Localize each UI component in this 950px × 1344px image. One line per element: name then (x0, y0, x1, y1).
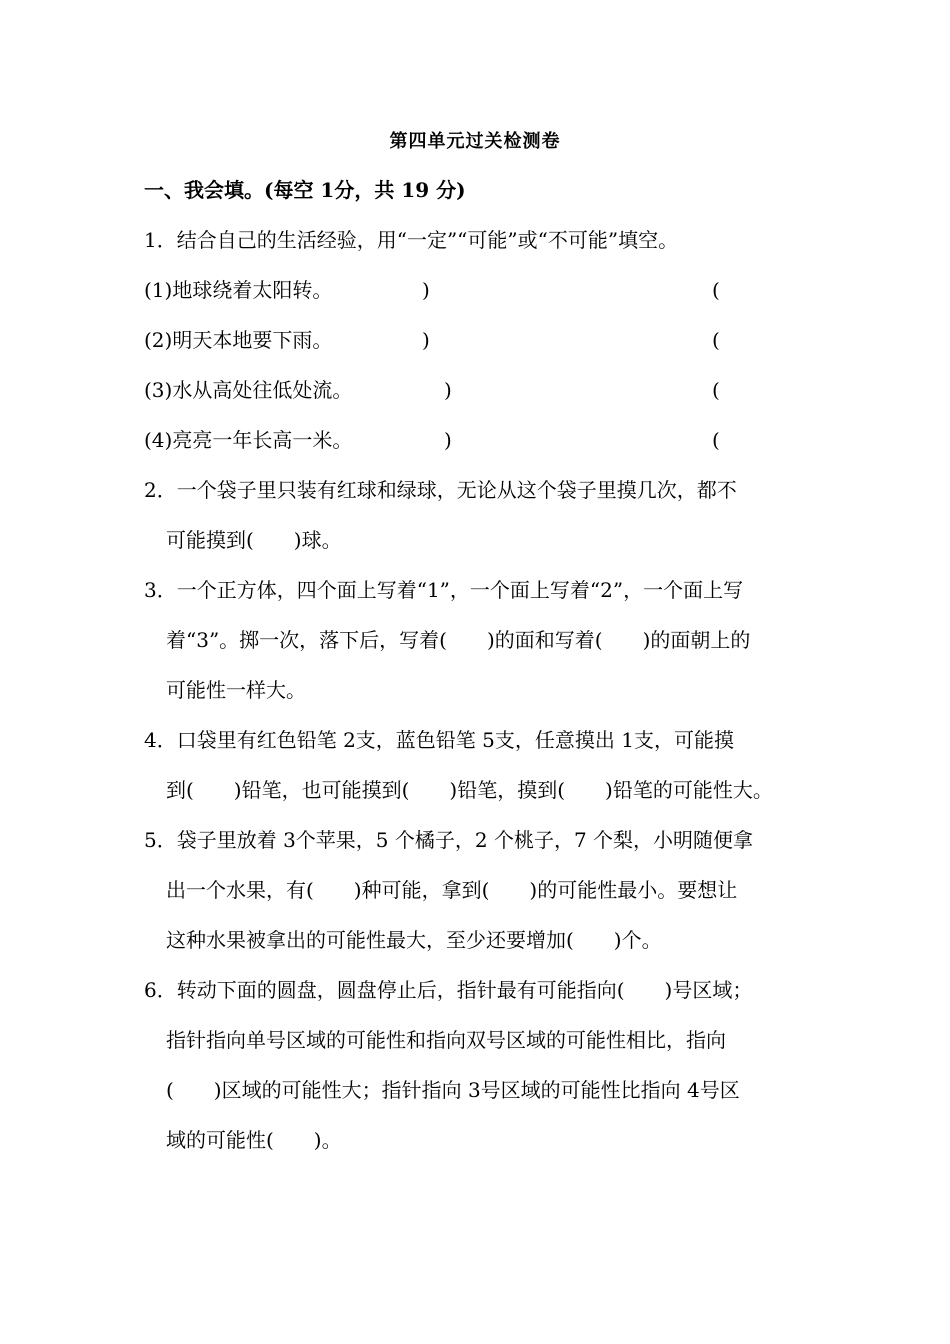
question-1-item-2: (2)明天本地要下雨。 (144, 328, 333, 352)
question-3-line-1: 3．一个正方体，四个面上写着“1”，一个面上写着“2”，一个面上写 (144, 578, 744, 602)
question-2-line-1: 2．一个袋子里只装有红球和绿球，无论从这个袋子里摸几次，都不 (144, 478, 737, 502)
question-3-line-2: 着“3”。掷一次，落下后，写着( )的面和写着( )的面朝上的 (166, 628, 751, 652)
question-6-line-4: 域的可能性( )。 (166, 1128, 342, 1152)
question-4-line-2: 到( )铅笔，也可能摸到( )铅笔，摸到( )铅笔的可能性大。 (166, 778, 773, 802)
question-1-item-2-open: ( (712, 328, 720, 352)
question-1-item-1-open: ( (712, 278, 720, 302)
question-1-item-3: (3)水从高处往低处流。 (144, 378, 353, 402)
question-1-item-1-close: ) (422, 278, 430, 302)
question-6-line-3: ( )区域的可能性大；指针指向 3号区域的可能性比指向 4号区 (166, 1078, 740, 1102)
question-6-line-1: 6．转动下面的圆盘，圆盘停止后，指针最有可能指向( )号区域； (144, 978, 753, 1002)
question-1-item-3-open: ( (712, 378, 720, 402)
question-1-item-4-close: ) (444, 428, 452, 452)
question-1-item-1: (1)地球绕着太阳转。 (144, 278, 333, 302)
question-1-item-3-close: ) (444, 378, 452, 402)
page-title: 第四单元过关检测卷 (389, 131, 561, 152)
section-heading: 一、我会填。(每空 1分，共 19 分) (144, 178, 466, 202)
question-3-line-3: 可能性一样大。 (166, 678, 306, 702)
question-5-line-2: 出一个水果，有( )种可能，拿到( )的可能性最小。要想让 (166, 878, 738, 902)
question-2-line-2: 可能摸到( )球。 (166, 528, 342, 552)
question-1-stem: 1．结合自己的生活经验，用“一定”“可能”或“不可能”填空。 (144, 228, 679, 252)
question-1-item-2-close: ) (422, 328, 430, 352)
question-5-line-1: 5．袋子里放着 3个苹果，5 个橘子，2 个桃子，7 个梨，小明随便拿 (144, 828, 754, 852)
question-1-item-4-open: ( (712, 428, 720, 452)
question-5-line-3: 这种水果被拿出的可能性最大，至少还要增加( )个。 (166, 928, 662, 952)
question-1-item-4: (4)亮亮一年长高一米。 (144, 428, 353, 452)
question-6-line-2: 指针指向单号区域的可能性和指向双号区域的可能性相比，指向 (166, 1028, 726, 1052)
question-4-line-1: 4．口袋里有红色铅笔 2支，蓝色铅笔 5支，任意摸出 1支，可能摸 (144, 728, 734, 752)
